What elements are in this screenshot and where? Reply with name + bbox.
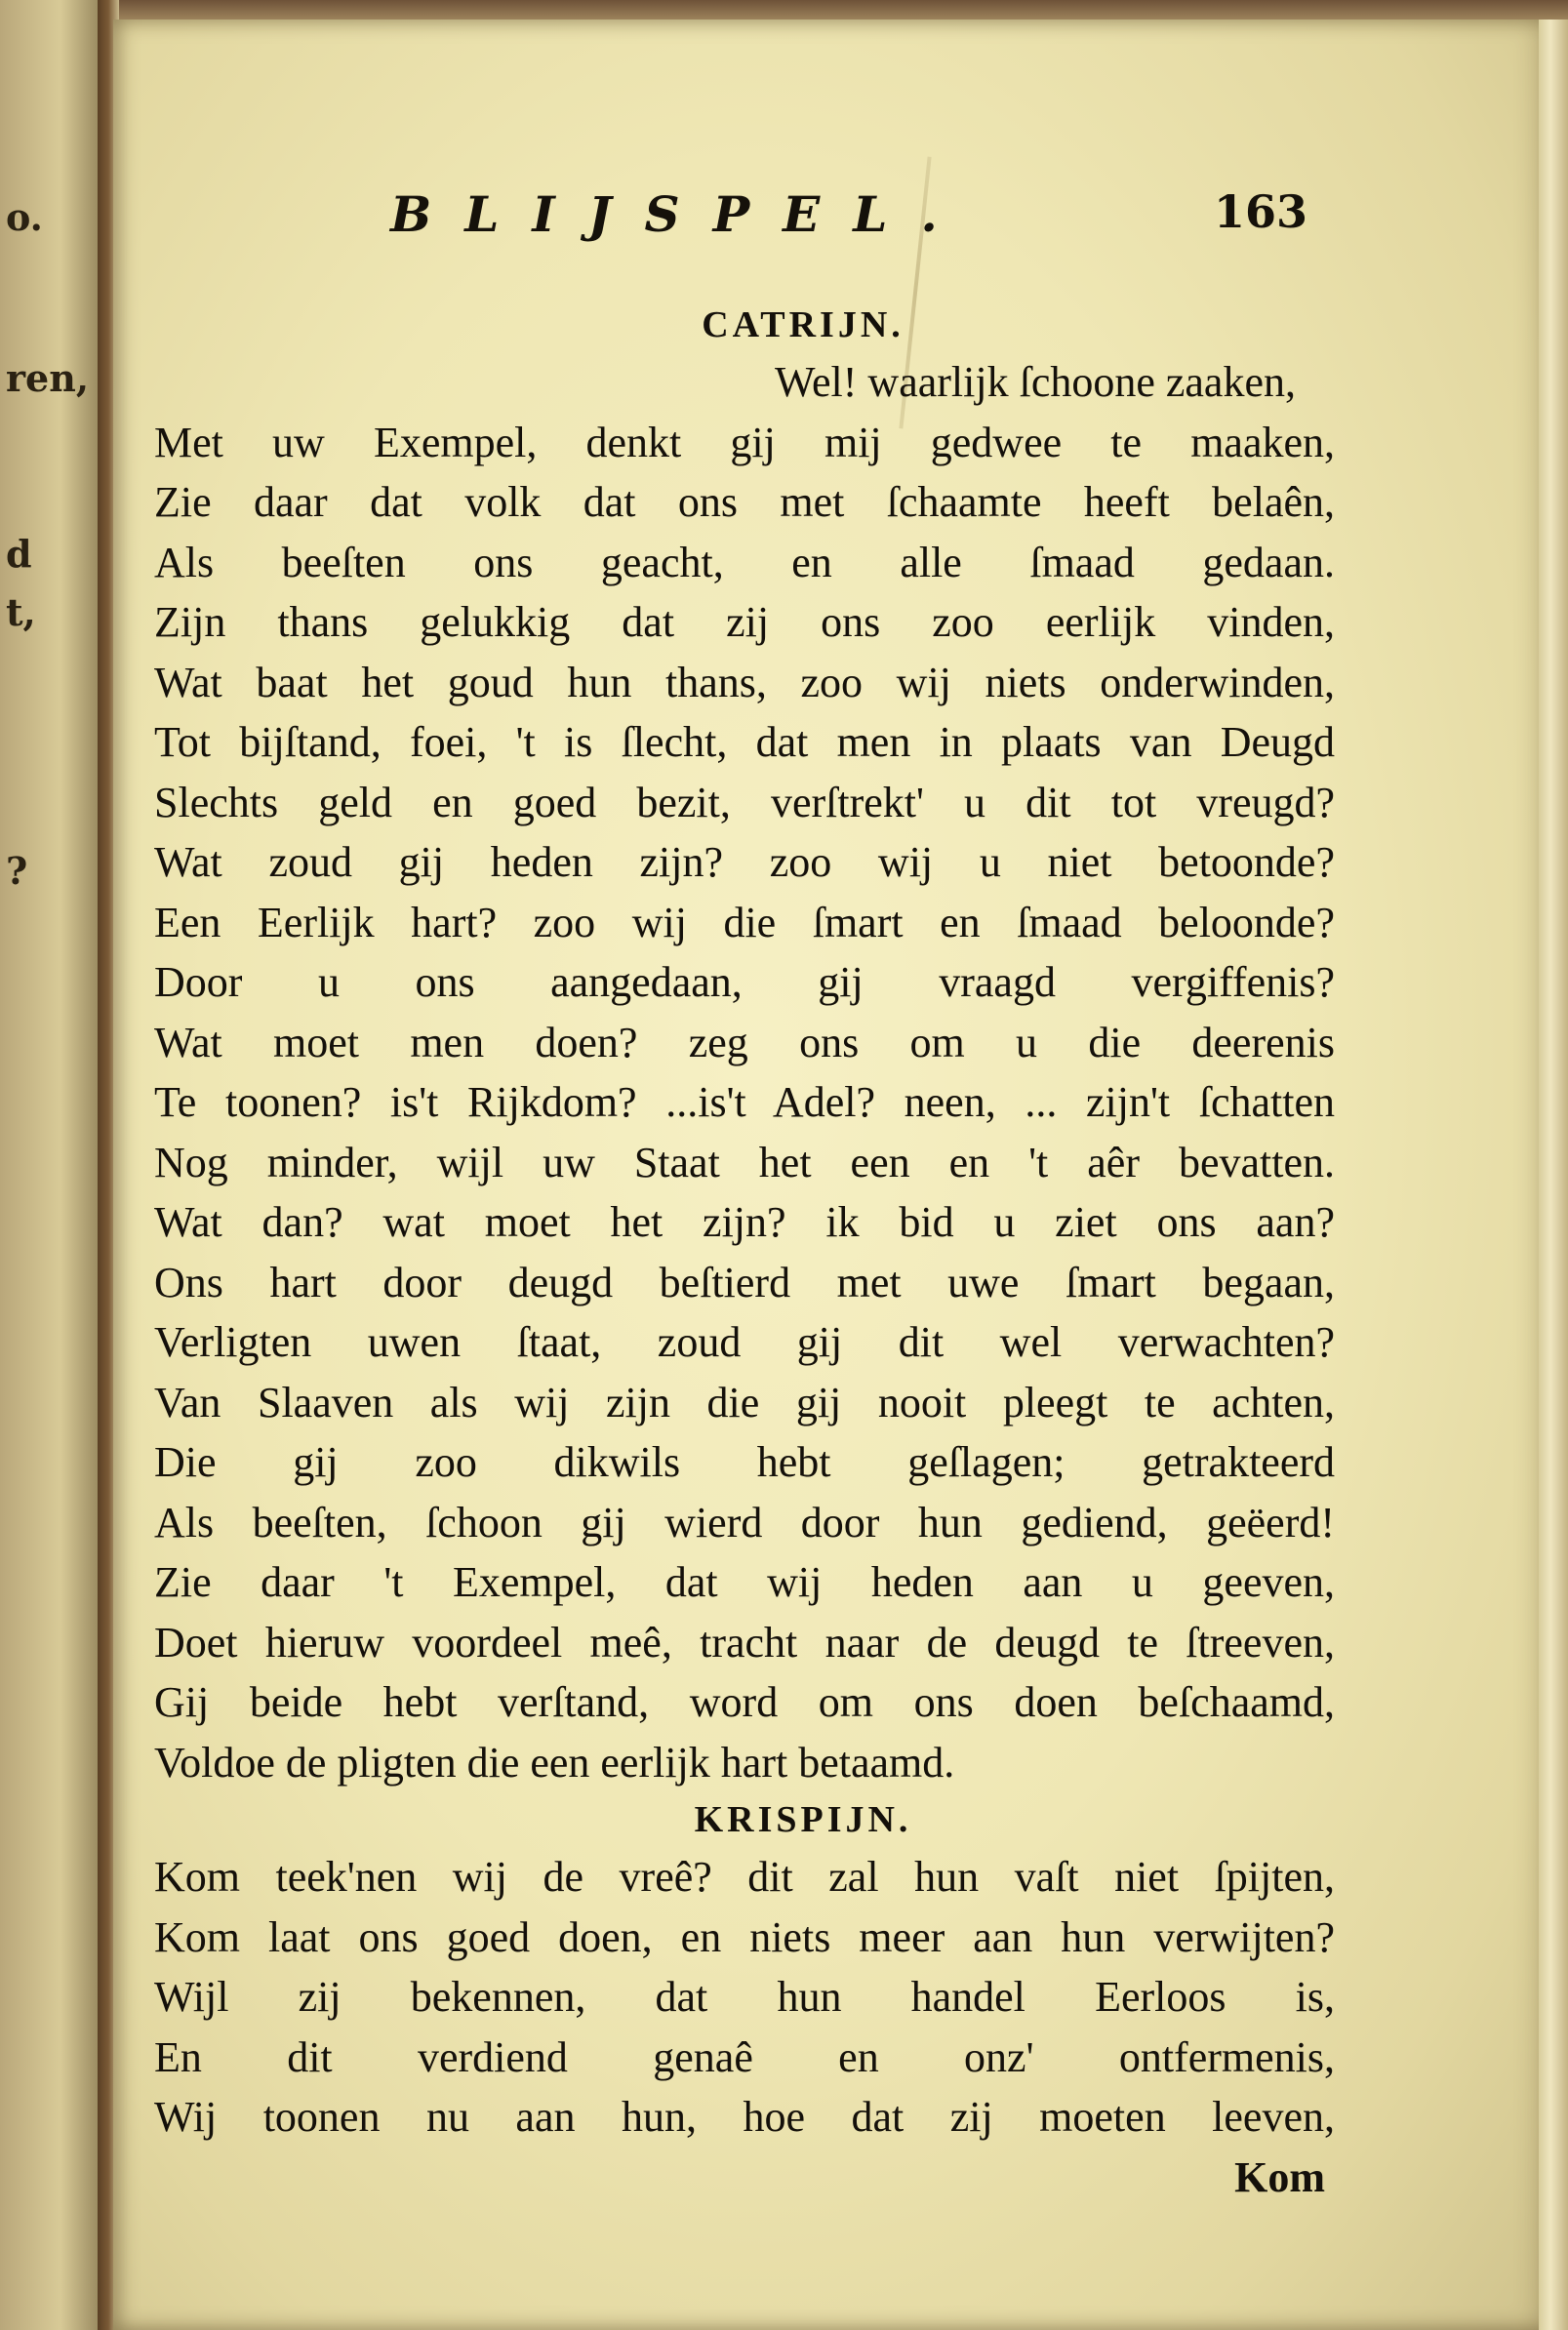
left-facing-page bbox=[0, 0, 109, 2330]
verse-line: Door u ons aangedaan, gij vraagd vergiffenis? bbox=[154, 958, 1335, 1006]
page-number: 163 bbox=[1213, 185, 1307, 238]
page-edge bbox=[1539, 20, 1568, 2330]
verse-line: Wat zoud gij heden zijn? zoo wij u niet betoonde? bbox=[154, 838, 1335, 886]
verse-line: Tot bijſtand, foei, 't is ſlecht, dat men in plaats van Deugd bbox=[154, 718, 1335, 766]
verse-line: Kom laat ons goed doen, en niets meer aan hun verwijten? bbox=[154, 1912, 1335, 1961]
verse-line: Gij beide hebt verſtand, word om ons doen beſchaamd, bbox=[154, 1678, 1335, 1726]
catchword: Kom bbox=[1234, 2152, 1325, 2201]
verse-line: Kom teek'nen wij de vreê? dit zal hun vaſt niet ſpijten, bbox=[154, 1853, 1335, 1901]
play-text bbox=[154, 298, 1335, 2207]
running-title: BLIJSPEL. bbox=[390, 185, 971, 243]
verse-line: En dit verdiend genaê en onz' ontfermenis, bbox=[154, 2032, 1335, 2081]
verse-line: Verligten uwen ſtaat, zoud gij dit wel verwachten? bbox=[154, 1318, 1335, 1366]
left-page-mark: ? bbox=[6, 849, 28, 893]
verse-line: Van Slaaven als wij zijn die gij nooit pleegt te achten, bbox=[154, 1378, 1335, 1426]
verse-line: Wat moet men doen? zeg ons om u die deerenis bbox=[154, 1018, 1335, 1066]
speaker-name: CATRIJN. bbox=[702, 304, 905, 345]
left-page-mark: d bbox=[6, 532, 32, 576]
verse-line: Te toonen? is't Rijkdom? ...is't Adel? neen, ... zijn't ſchatten bbox=[154, 1078, 1335, 1126]
verse-line: Een Eerlijk hart? zoo wij die ſmart en ſmaad beloonde? bbox=[154, 898, 1335, 946]
verse-line: Wat baat het goud hun thans, zoo wij niets onderwinden, bbox=[154, 658, 1335, 706]
verse-line: Zijn thans gelukkig dat zij ons zoo eerlijk vinden, bbox=[154, 598, 1335, 646]
verse-line: Die gij zoo dikwils hebt geſlagen; getrakteerd bbox=[154, 1438, 1335, 1486]
verse-line: Als beeſten ons geacht, en alle ſmaad gedaan. bbox=[154, 538, 1335, 586]
verse-line: Wel! waarlijk ſchoone zaaken, bbox=[775, 358, 1296, 406]
verse-line: Voldoe de pligten die een eerlijk hart betaamd. bbox=[154, 1738, 955, 1787]
page-header bbox=[390, 185, 1307, 254]
left-page-mark: t, bbox=[6, 590, 36, 634]
verse-line: Ons hart door deugd beſtierd met uwe ſmart begaan, bbox=[154, 1258, 1335, 1306]
left-page-mark: o. bbox=[6, 195, 43, 239]
verse-line: Met uw Exempel, denkt gij mij gedwee te maaken, bbox=[154, 418, 1335, 466]
verse-line: Als beeſten, ſchoon gij wierd door hun gediend, geëerd! bbox=[154, 1498, 1335, 1547]
verse-line: Nog minder, wijl uw Staat het een en 't aêr bevatten. bbox=[154, 1138, 1335, 1186]
left-page-mark: ren, bbox=[6, 356, 90, 400]
verse-line: Slechts geld en goed bezit, verſtrekt' u dit tot vreugd? bbox=[154, 778, 1335, 826]
verse-line: Doet hieruw voordeel meê, tracht naar de deugd te ſtreeven, bbox=[154, 1618, 1335, 1667]
verse-line: Zie daar 't Exempel, dat wij heden aan u geeven, bbox=[154, 1558, 1335, 1606]
verse-line: Wij toonen nu aan hun, hoe dat zij moeten leeven, bbox=[154, 2093, 1335, 2141]
speaker-name: KRISPIJN. bbox=[694, 1799, 912, 1840]
verse-line: Wat dan? wat moet het zijn? ik bid u ziet ons aan? bbox=[154, 1198, 1335, 1246]
verse-line: Zie daar dat volk dat ons met ſchaamte heeft belaên, bbox=[154, 478, 1335, 526]
verse-line: Wijl zij bekennen, dat hun handel Eerloos is, bbox=[154, 1973, 1335, 2021]
